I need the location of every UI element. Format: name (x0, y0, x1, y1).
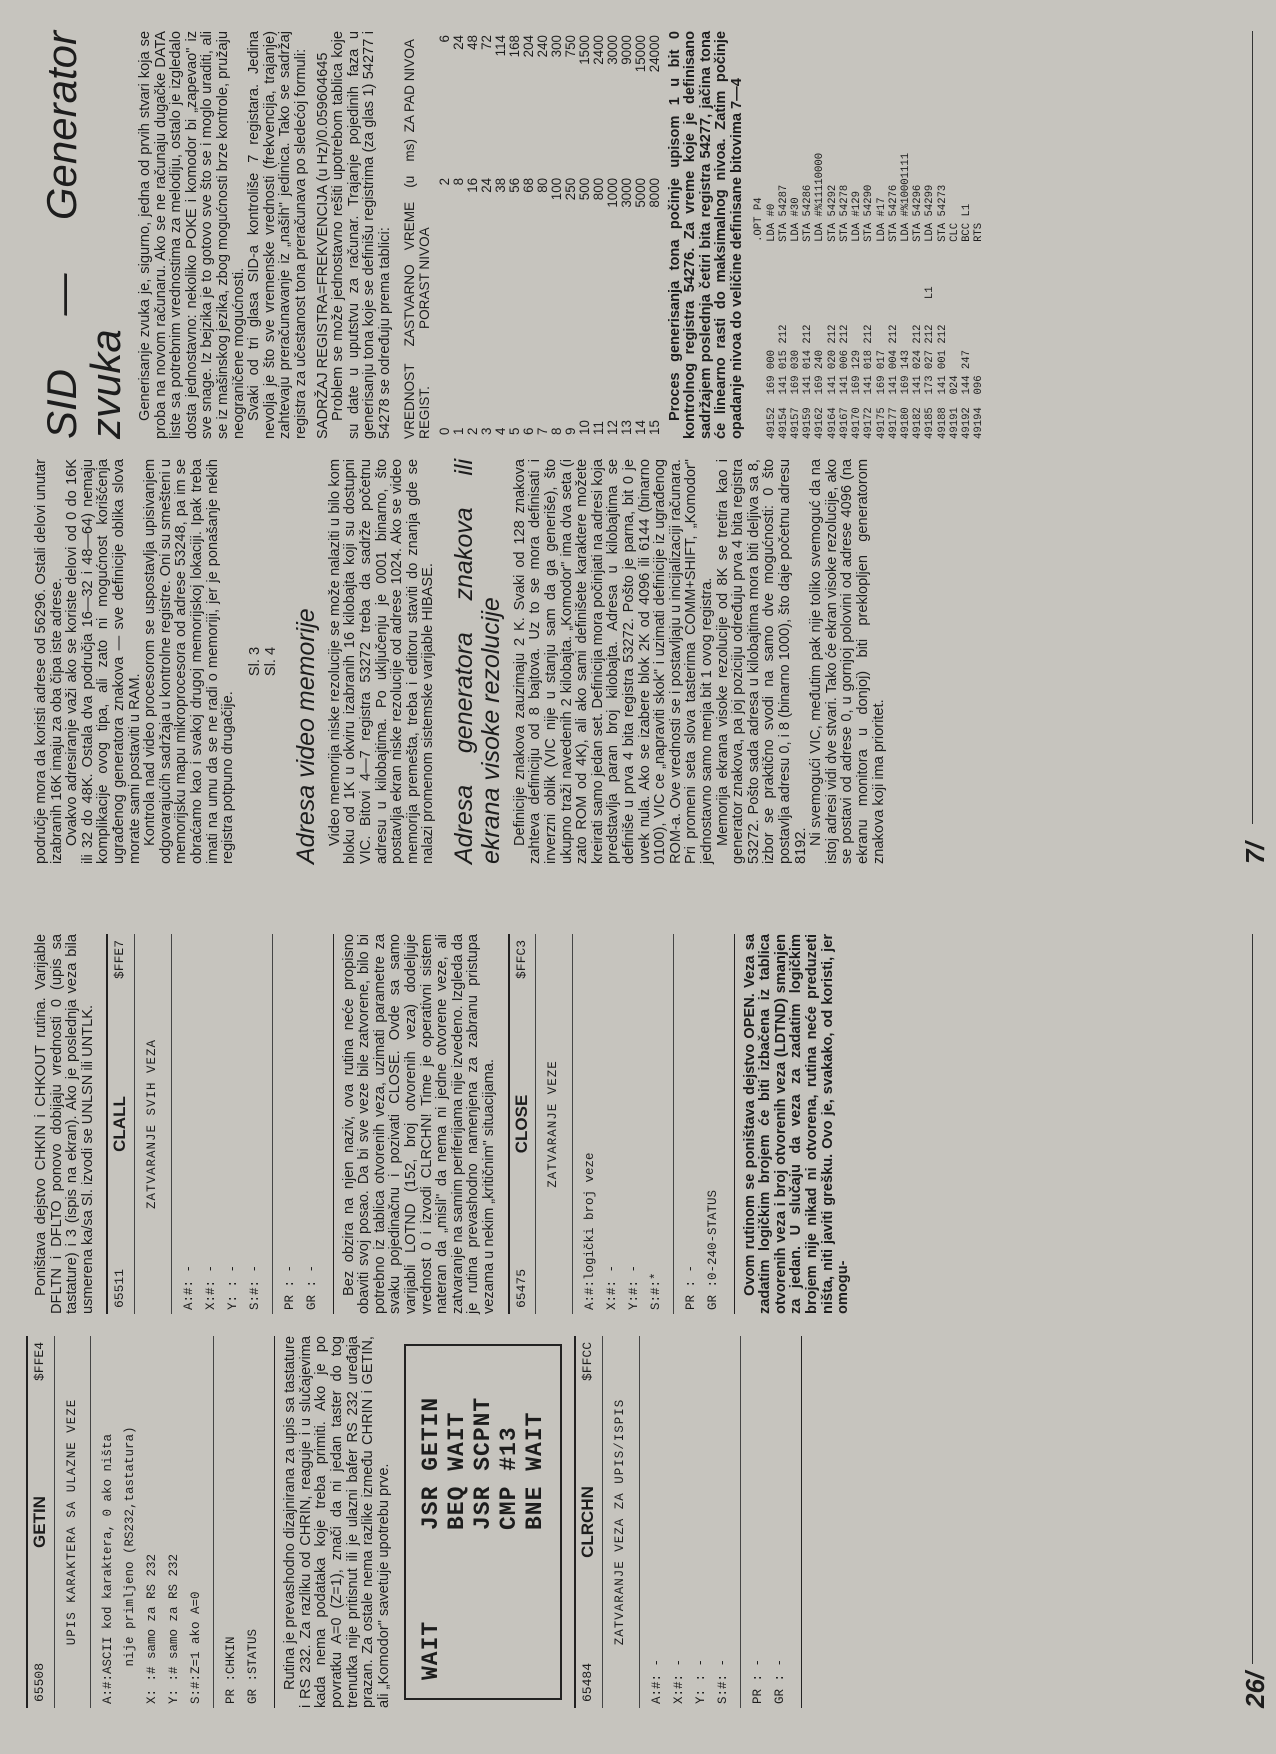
routine-description: ZATVARANJE SVIH VEZA (135, 934, 172, 1314)
routine-box-getin (26, 1336, 275, 1708)
table-row (452, 31, 466, 439)
table-cell: 10 (576, 420, 592, 435)
bottom-rule-right (1252, 31, 1253, 824)
routine-registers: A:#:logički broj veze X:#: - Y:#: - S:#:* (573, 934, 674, 1314)
code-line: BEQ WAIT (444, 1411, 471, 1530)
table-cell: 9 (562, 427, 578, 435)
table-cell: 168 (506, 35, 522, 58)
routine-vector: $FFE7 (112, 940, 128, 980)
table-cell: 13 (618, 420, 634, 435)
table-cell: 48 (464, 35, 480, 50)
table-cell: 114 (492, 35, 508, 57)
paragraph: Definicije znakova zauzimaju 2 K. Svaki od 128 znakova zahteva definiciju od 8 bajtova. Uz to se mora definisati i inverzni oblik (VIC nije u stanju sam da ga generiše), što ukupno traži navedenih 2 kilobajta. „Komodor" ima dva seta (i zato ROM od 4K), ali ako sami definišete karaktere možete kreirati samo jedan set. Definicija mora počinjati na adresi koja predstavlja paran broj kilobajta. Adresa u kilobajtima se definiše u prva 4 bita registra 53272. Pošto je parna, bit 0 je uvek nula. Ako se izabere blok 2K od 4096 ili 6144 (binarno 0100), VIC ce „napraviti skok" i uzimati definicije iz ugrađenog ROM-a. Ove vrednosti se i postavljaju u inicijalizaciji računara. Pri promeni seta slova tasterima COMM+SHIFT, „Komodor" jednostavno samo menja bit 1 ovog registra. (511, 459, 715, 864)
table-row (466, 31, 480, 439)
left-column-1 (30, 1336, 810, 1708)
paragraph: Memorija ekrana visoke rezolucije od 8K se tretira kao i generator znakova, pa joj poziciju određuju prva 4 bita registra 53272. Pošto sada adresa u kilobajtima mora biti deljiva sa 8, izbor se praktično svodi na samo dve mogućnosti: 0 što postavlja adresu 0, i 8 (binarno 1000), što daje početnu adresu 8192. (714, 459, 809, 864)
article-title: SID — Generator zvuka (38, 31, 129, 439)
table-cell: 14 (632, 420, 648, 435)
routine-registers: A:#:ASCII kod karaktera, 0 ako ništa nije primljeno (RS232,tastatura) X: :# samo za RS 232 Y: :# samo za RS 232 S:#:Z=1 ako A=0 (91, 1336, 214, 1708)
figure-label: Sl. 3 (246, 646, 263, 677)
right-column-2 (34, 31, 985, 439)
bottom-rule-left (1252, 934, 1253, 1664)
assembly-listing: .OPT P4 49152 169 000 LDA #0 49154 141 015 212 STA 54287 49157 169 030 LDA #30 49159 141 014 212 STA 54286 49162 169 240 LDA #%11110000 49164 141 020 212 STA 54292 49167 141 006 212 STA 54278 49170 169 129 LDA #129 49172 141 018 212 STA 54290 49175 169 017 LDA #17 49177 141 004 212 STA 54276 49180 169 143 LDA #%10001111 49182 141 024 212 STA 54296 49185 173 027 212 L1 LDA 54299 49188 141 001 212 STA 54273 49191 024 CLC 49192 144 247 BCC L1 49194 096 RTS (753, 152, 986, 439)
table-cell: 500 (576, 177, 592, 201)
table-cell: 0 (436, 427, 452, 435)
table-row (508, 31, 522, 439)
table-cell: 15 (646, 420, 662, 435)
table-cell: 1 (450, 427, 466, 435)
paragraph: područje mora da koristi adrese od 56296. Ostali delovi unutar izabranih 16K imaju za oba čipa iste adrese. (33, 459, 65, 864)
table-cell: 7 (534, 427, 550, 435)
page-number-right: 7/ (1240, 842, 1270, 864)
table-cell: 56 (506, 177, 522, 193)
table-cell: 8000 (646, 177, 662, 208)
table-cell: 80 (534, 177, 550, 193)
table-row (522, 31, 536, 439)
routine-box-clall (106, 934, 333, 1314)
routine-status: PR : - GR : - (750, 1658, 787, 1704)
figure-references (247, 459, 279, 864)
column-header: VREDNOST ZA REGIST. (401, 329, 432, 439)
table-cell: 12 (604, 420, 620, 435)
paragraph: Video memorija niske rezolucije se može nalaziti u bilo kom bloku od 1K u okviru izabranih 16 kilobajta koji su dostupni VIC. Bitovi 4—7 registra 53272 treba da sadrže početnu adresu u kilobajtima. Po uključenju je 0001 binarno, što postavlja ekran niske rezolucije od adrese 1024. Ako se video memorija premešta, treba i editoru staviti do znanja gde se nalazi promenom sistemske varijable HIBASE. (326, 459, 437, 864)
routine-name: CLOSE (511, 1094, 531, 1154)
paragraph: Proces generisanja tona počinje upisom 1 u bit 0 kontrolnog registra 54276. Za vreme koje je definisano sadržajem poslednja četiri bita registra 54277, jačina tona će linearno rasti do maksimalnog nivoa. Zatim počinje opadanje nivoa do veličine definisane bitovima 7—4 (666, 31, 745, 439)
table-cell: 3000 (604, 35, 620, 65)
table-row (648, 31, 662, 439)
table-row (550, 31, 564, 439)
routine-address: 65508 (32, 1662, 47, 1702)
table-cell: 1500 (576, 35, 592, 65)
table-cell: 1000 (604, 177, 620, 208)
paragraph: Ovakvo adresiranje važi ako se koriste delovi od 0 do 16K ili 32 do 48K. Ostala dva područja 16—32 i 48—64) nemaju komplikacije ovog tipa, ali zato ni mogućnost korišćenja ugrađenog generatora znakova — sve definicije oblika slova morate sami postaviti u RAM. (64, 459, 143, 864)
table-cell: 16 (464, 177, 480, 193)
table-row (564, 31, 578, 439)
subheading: Adresa generatora znakova ili ekrana visoke rezolucije (449, 459, 505, 864)
code-line: CMP #13 (496, 1426, 523, 1530)
table-row (592, 31, 606, 439)
routine-status: PR : - GR : - (282, 1264, 319, 1310)
left-column-2 (34, 934, 852, 1314)
table-cell: 204 (520, 35, 536, 58)
table-cell: 24 (478, 177, 494, 193)
paragraph: Ni svemogući VIC, međutim pak nije toliko svemoguć da na istoj adresi vidi dve stvari. Tako će ekran visoke rezolucije, ako se postavi od adrese 0, u gornjoj polovini od adrese 4096 (na ekranu monitora u donjoj) biti preklopljen generatorom znakova koji ima prioritet. (808, 459, 887, 864)
table-cell: 68 (520, 177, 536, 193)
code-line: WAIT JSR GETIN (418, 1396, 445, 1680)
routine-address: 65475 (513, 1268, 529, 1308)
table-cell: 3 (478, 427, 494, 435)
table-cell: 750 (562, 35, 578, 58)
table-cell: 72 (478, 35, 494, 50)
table-cell: 24000 (646, 35, 662, 73)
table-row (606, 31, 620, 439)
table-cell: 800 (590, 177, 606, 201)
table-row (536, 31, 550, 439)
table-cell: 6 (520, 427, 536, 435)
routine-description: ZATVARANJE VEZE (536, 934, 573, 1314)
table-cell: 11 (590, 421, 606, 435)
paragraph: Generisanje zvuka je, sigurno, jedna od prvih stvari koja se proba na novom računaru. Ako se ne računaju dugačke DATA liste sa potrebnim vrednostima za melodiju, ostalo je izgledalo dosta jednostavno: nekoliko POKE i komodor bi „zapevao" iz sve snage. Iz bejzika je to gotovo sve što se i moglo uraditi, ali se iz mašinskog jezika, zbog mogućnosti brze kontrole, pružaju neograničene mogućnosti. (137, 30, 247, 439)
routine-description: UPIS KARAKTERA SA ULAZNE VEZE (55, 1336, 92, 1708)
figure-label: Sl. 4 (262, 646, 279, 677)
table-cell: 6 (436, 35, 452, 43)
table-row (620, 31, 634, 439)
table-cell: 3000 (618, 177, 634, 208)
table-cell: 240 (534, 35, 550, 58)
timing-table (438, 31, 662, 439)
table-row (494, 31, 508, 439)
routine-box-close (508, 934, 735, 1314)
column-header: STVARNO VREME (u ms) PORAST NIVOA (401, 139, 432, 329)
routine-registers: A:#: - X:#: - Y: : - S:#: - (640, 1336, 741, 1708)
table-cell: 8 (548, 427, 564, 435)
routine-address: 65484 (580, 1662, 596, 1702)
paragraph: Bez obzira na njen naziv, ova rutina neće propisno obaviti svoj posao. Da bi sve veze bile zatvorene, bilo bi potrebno iz tablica otvorenih veza, uzimati parametre za svaku pojedinačnu i pozivati CLOSE. Ovde sa samo varijabli LOTND (152, broj otvorenih veza) dodeljuje vrednost 0 i izvodi CLRCHN! Time je operativni sistem nateran da „misli" da nema ni jedne otvorene veze, ali zatvaranje na samim periferijama nije izvedeno. Izgleda da je rutina prevashodno namenjena za zabranu pristupa vezama u nekim „kritičnim" situacijama. (340, 934, 497, 1314)
routine-address: 65511 (112, 1268, 128, 1308)
table-row (480, 31, 494, 439)
routine-vector: $FFCC (580, 1342, 596, 1382)
table-row (578, 31, 592, 439)
subheading: Adresa video memorije (291, 608, 320, 864)
column-header: ZA PAD NIVOA (401, 39, 417, 133)
routine-registers: A:#: - X:#: - Y: : - S:#: - (172, 934, 273, 1314)
table-cell: 8 (450, 177, 466, 186)
table-cell: 24 (450, 35, 466, 50)
table-cell: 5000 (632, 177, 648, 208)
table-cell: 2400 (590, 35, 606, 65)
page-number-left: 26/ (1240, 1671, 1270, 1708)
table-cell: 4 (492, 427, 508, 435)
table-cell: 5 (506, 427, 522, 435)
routine-name: GETIN (30, 1496, 49, 1548)
right-column-1 (34, 459, 887, 864)
table-header (402, 31, 432, 439)
table-cell: 2 (464, 427, 480, 435)
code-line: BNE WAIT (522, 1411, 549, 1530)
paragraph: Kontrola nad video procesorom se uspostavlja upisivanjem odgovarajućih sadržaja u kontrolne registre. Oni su smešteni u memorijsku mapu mikroprocesora od adrese 53248, pa im se obraćamo kao i svakoj drugoj memorijskoj lokaciji. Ipak treba imati na umu da se ne radi o memoriji, jer je ponašanje nekih registra potpuno drugačije. (142, 459, 237, 864)
formula: SADRŽAJ REGISTRA=FREKVENCIJA (u Hz)/0.059604645 (314, 52, 331, 439)
routine-description: ZATVARANJE VEZA ZA UPIS/ISPIS (603, 1336, 640, 1708)
routine-status: PR : - GR :0-240-STATUS (683, 1189, 720, 1310)
table-cell: 2 (436, 177, 452, 186)
code-line: JSR SCPNT (470, 1396, 497, 1530)
routine-vector: $FFC3 (513, 940, 529, 980)
paragraph: Problem se može jednostavno rešiti upotrebom tablica koje su date u uputstvu za računar. Trajanje pojedinih faza u generisanju tona koje se definišu registrima (za glas 1) 54277 i 54278 se određuju prema tablici: (330, 31, 393, 439)
paragraph: Svaki od tri glasa SID-a kontroliše 7 registara. Jedina nevolja je što sve vremenske vrednosti (frekvencija, trajanje) zahtevaju preračunavanje iz „naših" jedinica. Tako se sadržaj registra za učestanost tona preračunava po sledećoj formuli: (246, 31, 309, 439)
routine-status: PR :CHKIN GR :STATUS (224, 1628, 261, 1704)
code-listing-box (404, 1344, 562, 1700)
routine-name: CLRCHN (578, 1486, 598, 1558)
routine-vector: $FFE4 (32, 1342, 47, 1382)
table-cell: 15000 (632, 35, 648, 73)
paragraph: Ovom rutinom se poništava dejstvo OPEN. Veza sa zadatim logičkim brojem će biti izbačena iz tablica otvorenih veza i broj otvorenih veza (LDTND) smanjen za jedan. U slučaju da veza za zadatim logičkim brojem nije nikad ni otvorena, rutina neće preduzeti ništa, niti javiti grešku. Ovo je, svakako, od koristi, jer omogu- (741, 934, 852, 1314)
table-row (438, 31, 452, 439)
table-row (634, 31, 648, 439)
table-cell: 300 (548, 35, 564, 58)
table-cell: 250 (562, 177, 578, 201)
paragraph: Rutina je prevashodno dizajnirana za upis sa tastature i RS 232. Za razliku od CHRIN, reaguje i u slučajevima kada nema podataka koje treba primiti. Ako je po povratku A=0 (Z=1), znači da ni jedan taster do tog trenutka nije pritisnut ili je ulazni bafer RS 232 uređaja prazan. Za ostale nema razlike između CHRIN i GETIN, ali „Komodor" savetuje upotrebu prve. (282, 1336, 392, 1708)
routine-box-clrchn (574, 1336, 801, 1708)
table-cell: 38 (492, 177, 508, 193)
table-cell: 100 (548, 177, 564, 201)
paragraph: Poništava dejstvo CHKIN i CHKOUT rutina. Varijable DFLTN i DFLTO ponovo dobijaju vrednosti 0 (upis sa tastature) i 3 (ispis na ekran). Ako je poslednja veza bila usmerena ka/sa Sl. izvodi se UNLSN ili UNTLK. (33, 934, 96, 1314)
table-cell: 9000 (618, 35, 634, 65)
routine-name: CLALL (110, 1096, 130, 1152)
